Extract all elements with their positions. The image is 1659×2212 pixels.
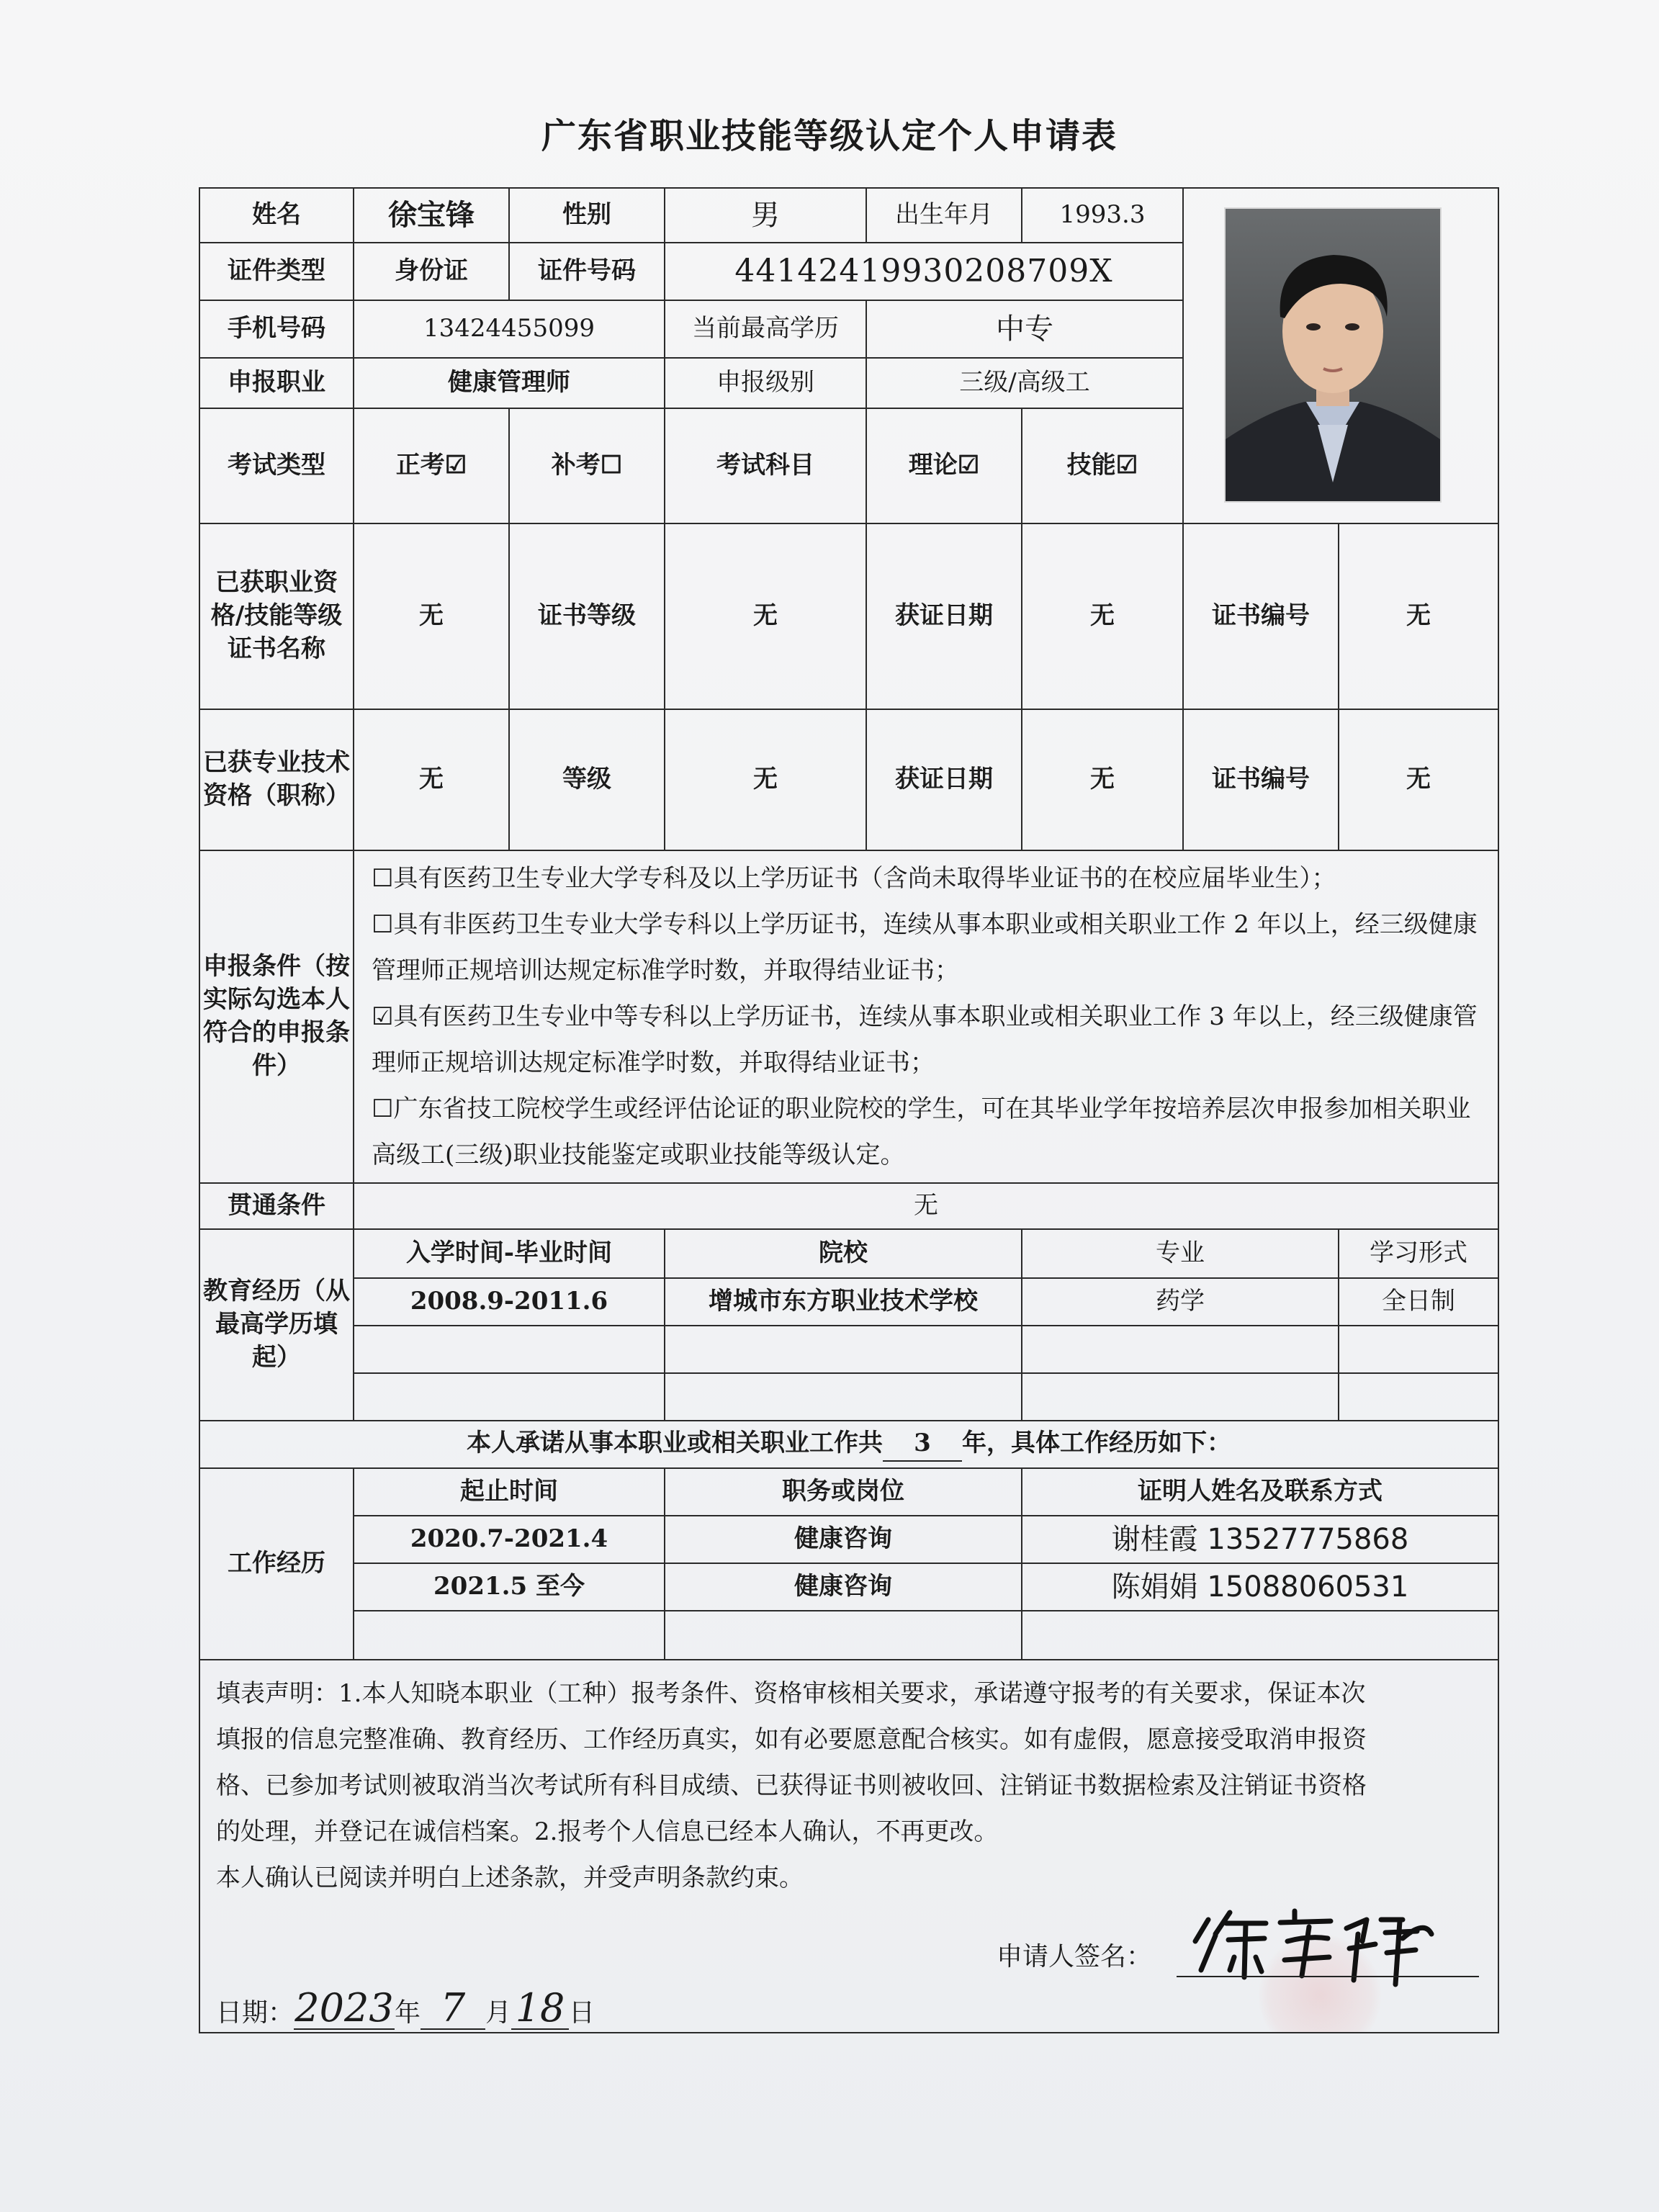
pledge-text-after: 年，具体工作经历如下： — [962, 1429, 1231, 1458]
value-cert-a-name: 无 — [354, 523, 509, 709]
label-education: 教育经历（从最高学历填起） — [199, 1229, 354, 1421]
date-row — [216, 1985, 595, 2033]
date-month: 7 — [421, 1988, 485, 2030]
label-gender: 性别 — [509, 188, 665, 243]
label-cert-no: 证书编号 — [1183, 523, 1339, 709]
photo-cell — [1183, 188, 1498, 523]
date-year-unit: 年 — [395, 1998, 421, 2028]
value-birth: 1993.3 — [1022, 188, 1183, 243]
work-row-1-period: 2020.7-2021.4 — [354, 1516, 665, 1563]
edu-empty-cell — [354, 1326, 665, 1373]
edu-header-period: 入学时间-毕业时间 — [354, 1229, 665, 1278]
label-edu: 当前最高学历 — [665, 300, 866, 358]
label-work: 工作经历 — [199, 1468, 354, 1660]
value-level: 三级/高级工 — [866, 358, 1183, 408]
label-cert-a: 已获职业资格/技能等级证书名称 — [199, 523, 354, 709]
exam-theory: 理论☑ — [866, 408, 1022, 523]
condition-item-3: ☑具有医药卫生专业中等专科以上学历证书，连续从事本职业或相关职业工作 3 年以上，经三级健康管理师正规培训达规定标准学时数，并取得结业证书； — [372, 1002, 1478, 1077]
work-header-reference: 证明人姓名及联系方式 — [1022, 1468, 1498, 1516]
edu-empty-cell — [354, 1373, 665, 1421]
work-empty-cell — [354, 1611, 665, 1660]
value-cert-a-date: 无 — [1022, 523, 1183, 709]
declaration-line: 格、已参加考试则被取消当次考试所有科目成绩、已获得证书则被收回、注销证书数据检索及注销证书资格 — [216, 1771, 1367, 1800]
value-cert-b-level: 无 — [665, 709, 866, 850]
label-id-type: 证件类型 — [199, 243, 354, 300]
form-title: 广东省职业技能等级认定个人申请表 — [541, 116, 1118, 156]
exam-makeup: 补考☐ — [509, 408, 665, 523]
application-form — [199, 187, 1499, 2033]
work-pledge — [199, 1421, 1498, 1468]
date-day-unit: 日 — [569, 1998, 595, 2028]
edu-empty-cell — [1339, 1326, 1498, 1373]
declaration-line: 本人确认已阅读并明白上述条款，并受声明条款约束。 — [216, 1863, 804, 1892]
condition-item-4: ☐广东省技工院校学生或经评估论证的职业院校的学生，可在其毕业学年按培养层次申报参加相关职业高级工(三级)职业技能鉴定或职业技能等级认定。 — [372, 1094, 1471, 1169]
date-day: 18 — [511, 1988, 569, 2030]
work-row-1-position: 健康咨询 — [665, 1516, 1022, 1563]
value-cert-b-no: 无 — [1339, 709, 1498, 850]
label-cert-level: 证书等级 — [509, 523, 665, 709]
value-id-no: 44142419930208709X — [665, 243, 1183, 300]
edu-row-period: 2008.9-2011.6 — [354, 1278, 665, 1326]
date-month-unit: 月 — [485, 1998, 512, 2028]
exam-skill: 技能☑ — [1022, 408, 1183, 523]
value-gender: 男 — [665, 188, 866, 243]
label-occupation: 申报职业 — [199, 358, 354, 408]
value-edu: 中专 — [866, 300, 1183, 358]
edu-row-school: 增城市东方职业技术学校 — [665, 1278, 1022, 1326]
value-cert-a-level: 无 — [665, 523, 866, 709]
value-through: 无 — [354, 1183, 1498, 1229]
edu-header-school: 院校 — [665, 1229, 1022, 1278]
label-birth: 出生年月 — [866, 188, 1022, 243]
label-name: 姓名 — [199, 188, 354, 243]
signature-image — [1187, 1891, 1475, 1999]
condition-item-2: ☐具有非医药卫生专业大学专科以上学历证书，连续从事本职业或相关职业工作 2 年以上，经三级健康管理师正规培训达规定标准学时数，并取得结业证书； — [372, 910, 1478, 985]
work-header-position: 职务或岗位 — [665, 1468, 1022, 1516]
conditions-list — [354, 850, 1498, 1183]
value-cert-a-no: 无 — [1339, 523, 1498, 709]
condition-item-1: ☐具有医药卫生专业大学专科及以上学历证书（含尚未取得毕业证书的在校应届毕业生）； — [372, 864, 1336, 893]
id-photo — [1226, 209, 1440, 501]
edu-empty-cell — [665, 1326, 1022, 1373]
value-occupation: 健康管理师 — [354, 358, 665, 408]
work-row-2-period: 2021.5 至今 — [354, 1563, 665, 1611]
label-cert-b-date: 获证日期 — [866, 709, 1022, 850]
edu-empty-cell — [1022, 1373, 1339, 1421]
label-exam-subject: 考试科目 — [665, 408, 866, 523]
edu-header-form: 学习形式 — [1339, 1229, 1498, 1278]
sign-label: 申请人签名： — [997, 1942, 1153, 1972]
label-grade: 等级 — [509, 709, 665, 850]
declaration-line: 填报的信息完整准确、教育经历、工作经历真实，如有必要愿意配合核实。如有虚假，愿意接受取消申报资 — [216, 1725, 1367, 1754]
edu-row-form: 全日制 — [1339, 1278, 1498, 1326]
work-row-2-position: 健康咨询 — [665, 1563, 1022, 1611]
label-through: 贯通条件 — [199, 1183, 354, 1229]
edu-empty-cell — [1022, 1326, 1339, 1373]
value-cert-b-date: 无 — [1022, 709, 1183, 850]
pledge-years: 3 — [883, 1427, 962, 1462]
value-phone: 13424455099 — [354, 300, 665, 358]
work-row-1-reference: 谢桂霞 13527775868 — [1022, 1516, 1498, 1563]
work-header-period: 起止时间 — [354, 1468, 665, 1516]
label-cert-b-no: 证书编号 — [1183, 709, 1339, 850]
label-cert-b: 已获专业技术资格（职称） — [199, 709, 354, 850]
edu-empty-cell — [665, 1373, 1022, 1421]
edu-empty-cell — [1339, 1373, 1498, 1421]
declaration-block — [199, 1660, 1498, 2033]
label-id-no: 证件号码 — [509, 243, 665, 300]
date-year: 2023 — [295, 1985, 394, 2031]
pledge-text-before: 本人承诺从事本职业或相关职业工作共 — [467, 1429, 883, 1458]
value-name: 徐宝锋 — [354, 188, 509, 243]
declaration-line: 填表声明：1.本人知晓本职业（工种）报考条件、资格审核相关要求，承诺遵守报考的有关要求，保证本次 — [216, 1679, 1366, 1708]
label-cert-date: 获证日期 — [866, 523, 1022, 709]
label-phone: 手机号码 — [199, 300, 354, 358]
edu-header-major: 专业 — [1022, 1229, 1339, 1278]
label-exam-type: 考试类型 — [199, 408, 354, 523]
label-level: 申报级别 — [665, 358, 866, 408]
date-label: 日期： — [216, 1998, 295, 2028]
work-empty-cell — [1022, 1611, 1498, 1660]
value-id-type: 身份证 — [354, 243, 509, 300]
label-conditions: 申报条件（按实际勾选本人符合的申报条件） — [199, 850, 354, 1183]
signature-line — [1177, 1976, 1479, 1977]
exam-regular: 正考☑ — [354, 408, 509, 523]
work-empty-cell — [665, 1611, 1022, 1660]
declaration-line: 的处理，并登记在诚信档案。2.报考个人信息已经本人确认，不再更改。 — [216, 1817, 999, 1846]
edu-row-major: 药学 — [1022, 1278, 1339, 1326]
work-row-2-reference: 陈娟娟 15088060531 — [1022, 1563, 1498, 1611]
value-cert-b-name: 无 — [354, 709, 509, 850]
